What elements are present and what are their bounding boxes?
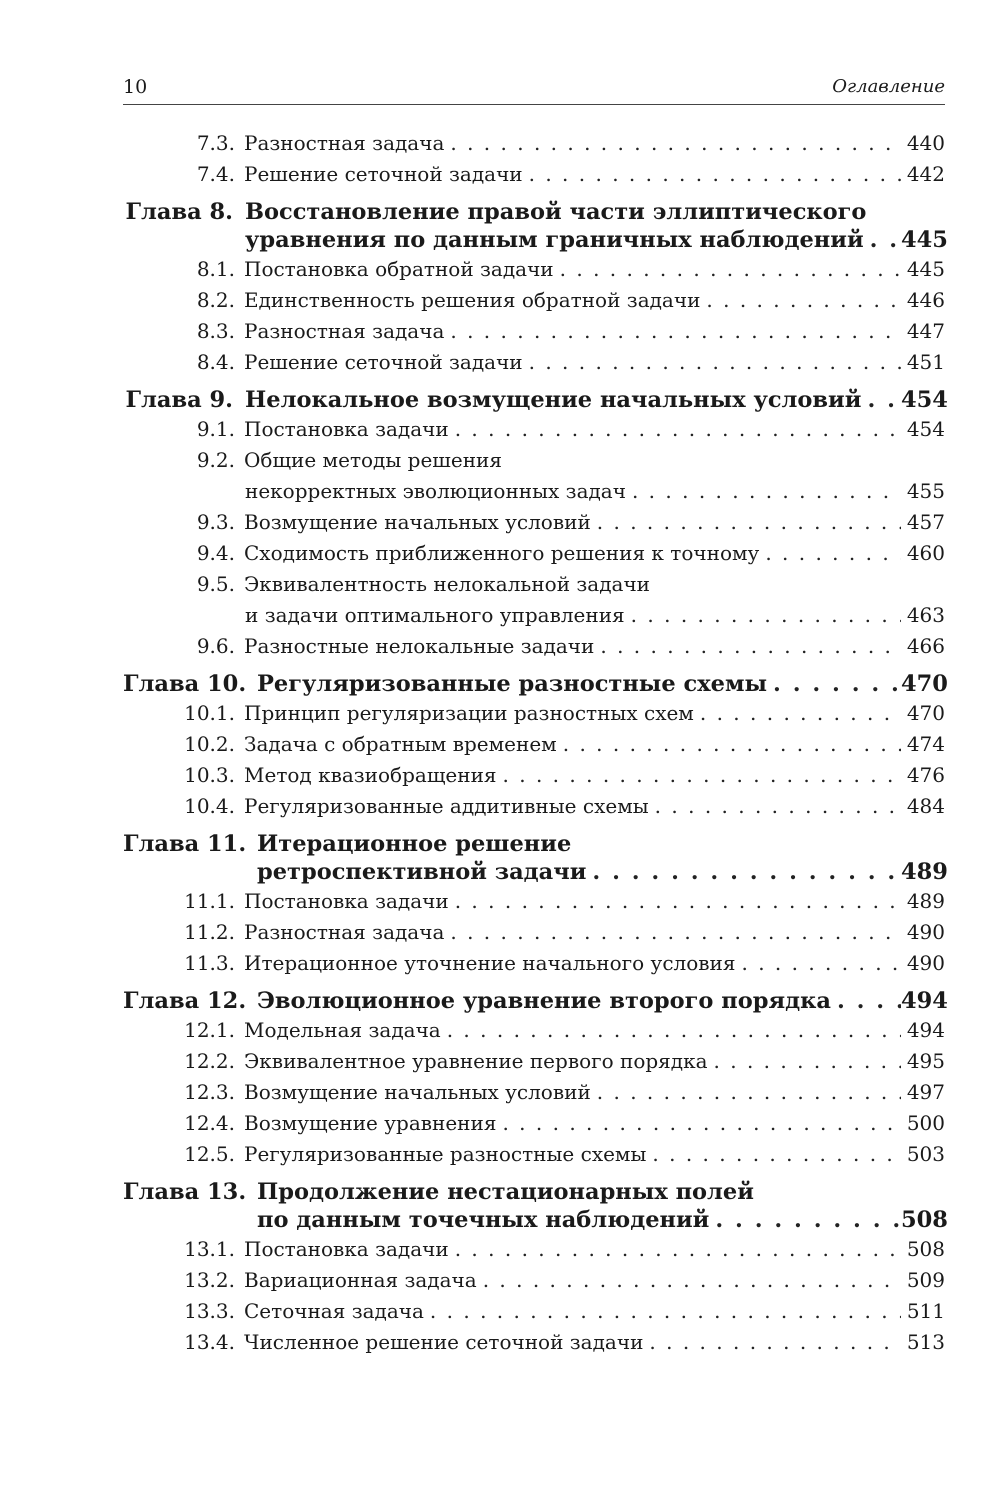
- section-number: 10.2.: [184, 732, 235, 756]
- page-ref[interactable]: 508: [901, 1207, 948, 1233]
- dot-leader: [449, 414, 901, 445]
- chapter-number: Глава 10.: [123, 671, 247, 697]
- page-ref[interactable]: 457: [906, 510, 945, 534]
- dot-leader: [424, 1296, 901, 1327]
- toc-section-entry[interactable]: [123, 631, 945, 662]
- section-title: Разностная задача: [244, 131, 445, 155]
- section-title: Единственность решения обратной задачи: [244, 288, 701, 312]
- toc-section-entry[interactable]: [123, 698, 945, 729]
- section-number: 8.4.: [196, 350, 235, 374]
- dot-leader: [700, 285, 901, 316]
- section-title: Разностная задача: [244, 920, 445, 944]
- toc-entry-line: [123, 760, 945, 791]
- toc-entry-line: [123, 729, 945, 760]
- section-number: 12.1.: [184, 1018, 235, 1042]
- chapter-title-line1: Восстановление правой части эллиптического: [245, 199, 867, 225]
- toc-entry-line: [123, 1046, 945, 1077]
- section-number: 13.1.: [184, 1237, 235, 1261]
- page-ref[interactable]: 484: [906, 794, 945, 818]
- section-number: 8.2.: [196, 288, 235, 312]
- page-ref[interactable]: 489: [906, 889, 945, 913]
- section-title: Задача с обратным временем: [244, 732, 557, 756]
- toc-chapter-entry[interactable]: [123, 830, 948, 886]
- section-number: 11.3.: [184, 951, 235, 975]
- toc-section-entry[interactable]: [123, 886, 945, 917]
- chapter-title-line1: Итерационное решение: [257, 831, 572, 857]
- section-number: 12.2.: [184, 1049, 235, 1073]
- dot-leader: [625, 600, 901, 631]
- section-title: Регуляризованные аддитивные схемы: [244, 794, 649, 818]
- section-number: 12.3.: [184, 1080, 235, 1104]
- section-title: и задачи оптимального управления: [245, 603, 625, 627]
- toc-section-entry[interactable]: [123, 347, 945, 378]
- section-number: 9.1.: [196, 417, 235, 441]
- page-ref[interactable]: 494: [901, 988, 948, 1014]
- toc-entry-line: [123, 254, 945, 285]
- toc-entry-line: [123, 226, 948, 254]
- toc-entry-line: [123, 476, 945, 507]
- dot-leader: [759, 538, 901, 569]
- page-ref[interactable]: 509: [906, 1268, 945, 1292]
- page-ref[interactable]: 470: [906, 701, 945, 725]
- toc-entry-line: [123, 1015, 945, 1046]
- toc-entry-line: [123, 159, 945, 190]
- toc-section-entry[interactable]: [123, 507, 945, 538]
- toc-entry-line: [123, 600, 945, 631]
- section-title: Сеточная задача: [244, 1299, 424, 1323]
- toc-entry-line: [123, 631, 945, 662]
- section-title: Численное решение сеточной задачи: [244, 1330, 644, 1354]
- dot-leader: [444, 316, 901, 347]
- section-title: Возмущение начальных условий: [244, 510, 591, 534]
- toc-section-entry[interactable]: [123, 159, 945, 190]
- section-number: 9.3.: [196, 510, 235, 534]
- section-number: 10.3.: [184, 763, 235, 787]
- dot-leader: [477, 1265, 901, 1296]
- page-ref[interactable]: 490: [906, 951, 945, 975]
- dot-leader: [591, 1077, 901, 1108]
- section-title: Итерационное уточнение начального условия: [244, 951, 736, 975]
- chapter-number: Глава 8.: [125, 199, 233, 225]
- toc-entry-line: [123, 858, 948, 886]
- toc-entry-line: [123, 569, 945, 600]
- section-number: 13.4.: [184, 1330, 235, 1354]
- section-number: 11.1.: [184, 889, 235, 913]
- toc-section-entry[interactable]: [123, 1046, 945, 1077]
- toc-section-entry[interactable]: [123, 1108, 945, 1139]
- chapter-title: Регуляризованные разностные схемы: [257, 671, 768, 697]
- toc-entry-line: [123, 698, 945, 729]
- page-ref[interactable]: 474: [906, 732, 945, 756]
- toc-section-entry[interactable]: [123, 1015, 945, 1046]
- dot-leader: [861, 386, 901, 414]
- toc-section-entry[interactable]: [123, 285, 945, 316]
- chapter-number: Глава 12.: [123, 988, 247, 1014]
- toc-entry-line: [123, 386, 948, 414]
- section-title: Возмущение начальных условий: [244, 1080, 591, 1104]
- chapter-title: Эволюционное уравнение второго порядка: [257, 988, 831, 1014]
- toc-section-entry[interactable]: [123, 1139, 945, 1170]
- toc-section-entry[interactable]: [123, 538, 945, 569]
- toc-section-entry[interactable]: [123, 1327, 945, 1358]
- page-ref[interactable]: 490: [906, 920, 945, 944]
- page-ref[interactable]: 445: [906, 257, 945, 281]
- section-number: 9.4.: [196, 541, 235, 565]
- section-number: 7.3.: [196, 131, 235, 155]
- section-title: Метод квазиобращения: [244, 763, 497, 787]
- toc-entry-line: [123, 1077, 945, 1108]
- toc-entry-line: [123, 414, 945, 445]
- dot-leader: [735, 948, 901, 979]
- toc-entry-line: [123, 1296, 945, 1327]
- dot-leader: [626, 476, 901, 507]
- toc-section-entry[interactable]: [123, 445, 945, 507]
- section-title: Разностные нелокальные задачи: [244, 634, 595, 658]
- dot-leader: [864, 226, 901, 254]
- toc-chapter-entry[interactable]: [123, 987, 948, 1015]
- page-ref[interactable]: 466: [906, 634, 945, 658]
- toc-entry-line: [123, 670, 948, 698]
- chapter-title: Нелокальное возмущение начальных условий: [245, 387, 862, 413]
- section-title: Вариационная задача: [244, 1268, 477, 1292]
- toc-section-entry[interactable]: [123, 316, 945, 347]
- toc-entry-line: [123, 1108, 945, 1139]
- toc-entry-line: [123, 347, 945, 378]
- toc-section-entry[interactable]: [123, 128, 945, 159]
- section-title: Эквивалентное уравнение первого порядка: [244, 1049, 708, 1073]
- dot-leader: [649, 791, 901, 822]
- section-title: Принцип регуляризации разностных схем: [244, 701, 694, 725]
- toc-section-entry[interactable]: [123, 254, 945, 285]
- page-ref[interactable]: 447: [906, 319, 945, 343]
- chapter-title-line2: ретроспективной задачи: [257, 859, 587, 885]
- toc-entry-line: [123, 198, 945, 226]
- page-ref[interactable]: 508: [906, 1237, 945, 1261]
- page-header: [123, 72, 945, 105]
- section-number: 9.6.: [196, 634, 235, 658]
- page-ref[interactable]: 500: [906, 1111, 945, 1135]
- page-ref[interactable]: 489: [901, 859, 948, 885]
- toc-entry-line: [123, 987, 948, 1015]
- section-number: 13.3.: [184, 1299, 235, 1323]
- dot-leader: [449, 886, 901, 917]
- table-of-contents: [123, 128, 948, 1358]
- chapter-title-line1: Продолжение нестационарных полей: [257, 1179, 754, 1205]
- page-ref[interactable]: 494: [906, 1018, 945, 1042]
- chapter-number: Глава 11.: [123, 831, 247, 857]
- page-ref[interactable]: 497: [906, 1080, 945, 1104]
- toc-section-entry[interactable]: [123, 414, 945, 445]
- section-title: Постановка задачи: [244, 1237, 449, 1261]
- dot-leader: [591, 507, 901, 538]
- toc-chapter-entry[interactable]: [123, 670, 948, 698]
- section-number: 13.2.: [184, 1268, 235, 1292]
- toc-chapter-entry[interactable]: [123, 1178, 948, 1234]
- toc-entry-line: [123, 791, 945, 822]
- dot-leader: [767, 670, 901, 698]
- toc-entry-line: [123, 445, 945, 476]
- dot-leader: [594, 631, 901, 662]
- toc-entry-line: [123, 1178, 945, 1206]
- dot-leader: [646, 1139, 901, 1170]
- section-title: Регуляризованные разностные схемы: [244, 1142, 647, 1166]
- chapter-number: Глава 9.: [125, 387, 233, 413]
- toc-section-entry[interactable]: [123, 1265, 945, 1296]
- section-number: 12.4.: [184, 1111, 235, 1135]
- dot-leader: [444, 128, 901, 159]
- section-title: Постановка задачи: [244, 417, 449, 441]
- toc-entry-line: [123, 1327, 945, 1358]
- toc-entry-line: [123, 1206, 948, 1234]
- dot-leader: [441, 1015, 901, 1046]
- section-number: 9.5.: [196, 572, 235, 596]
- page-ref[interactable]: 442: [906, 162, 945, 186]
- toc-entry-line: [123, 886, 945, 917]
- page-ref[interactable]: 460: [906, 541, 945, 565]
- section-title: Сходимость приближенного решения к точному: [244, 541, 760, 565]
- section-number: 11.2.: [184, 920, 235, 944]
- toc-entry-line: [123, 316, 945, 347]
- section-number: 12.5.: [184, 1142, 235, 1166]
- dot-leader: [523, 347, 901, 378]
- section-title: Решение сеточной задачи: [244, 162, 523, 186]
- toc-section-entry[interactable]: [123, 791, 945, 822]
- page-ref[interactable]: 463: [906, 603, 945, 627]
- toc-entry-line: [123, 128, 945, 159]
- dot-leader: [831, 987, 901, 1015]
- running-title: Оглавление: [832, 76, 945, 97]
- section-title-line1: Общие методы решения: [244, 448, 502, 472]
- section-number: 7.4.: [196, 162, 235, 186]
- section-title: Возмущение уравнения: [244, 1111, 497, 1135]
- dot-leader: [708, 1046, 901, 1077]
- dot-leader: [444, 917, 901, 948]
- toc-section-entry[interactable]: [123, 1296, 945, 1327]
- section-title: Постановка задачи: [244, 889, 449, 913]
- dot-leader: [557, 729, 901, 760]
- page-ref[interactable]: 470: [901, 671, 948, 697]
- chapter-title-line2: по данным точечных наблюдений: [257, 1207, 710, 1233]
- toc-entry-line: [123, 1265, 945, 1296]
- page-ref[interactable]: 503: [906, 1142, 945, 1166]
- page-ref[interactable]: 440: [906, 131, 945, 155]
- section-number: 9.2.: [196, 448, 235, 472]
- toc-section-entry[interactable]: [123, 760, 945, 791]
- toc-section-entry[interactable]: [123, 917, 945, 948]
- toc-entry-line: [123, 285, 945, 316]
- dot-leader: [643, 1327, 901, 1358]
- dot-leader: [497, 760, 901, 791]
- page-ref[interactable]: 476: [906, 763, 945, 787]
- section-title: Разностная задача: [244, 319, 445, 343]
- section-number: 10.4.: [184, 794, 235, 818]
- chapter-number: Глава 13.: [123, 1179, 247, 1205]
- toc-entry-line: [123, 507, 945, 538]
- page-ref[interactable]: 511: [906, 1299, 945, 1323]
- section-title: Постановка обратной задачи: [244, 257, 554, 281]
- dot-leader: [709, 1206, 901, 1234]
- toc-entry-line: [123, 948, 945, 979]
- dot-leader: [586, 858, 901, 886]
- page-ref[interactable]: 451: [906, 350, 945, 374]
- section-title: Решение сеточной задачи: [244, 350, 523, 374]
- toc-entry-line: [123, 538, 945, 569]
- section-title: некорректных эволюционных задач: [245, 479, 626, 503]
- dot-leader: [523, 159, 901, 190]
- page-number: 10: [123, 76, 148, 98]
- page-ref[interactable]: 446: [906, 288, 945, 312]
- toc-section-entry[interactable]: [123, 948, 945, 979]
- page-ref[interactable]: 513: [906, 1330, 945, 1354]
- page-ref[interactable]: 454: [901, 387, 948, 413]
- dot-leader: [694, 698, 901, 729]
- dot-leader: [449, 1234, 901, 1265]
- dot-leader: [496, 1108, 901, 1139]
- section-title: Модельная задача: [244, 1018, 441, 1042]
- section-number: 10.1.: [184, 701, 235, 725]
- page-ref[interactable]: 445: [901, 227, 948, 253]
- section-title-line1: Эквивалентность нелокальной задачи: [244, 572, 651, 596]
- toc-entry-line: [123, 830, 945, 858]
- toc-section-entry[interactable]: [123, 1077, 945, 1108]
- toc-entry-line: [123, 917, 945, 948]
- page-ref[interactable]: 455: [906, 479, 945, 503]
- toc-chapter-entry[interactable]: [123, 198, 948, 254]
- toc-entry-line: [123, 1139, 945, 1170]
- toc-chapter-entry[interactable]: [123, 386, 948, 414]
- dot-leader: [554, 254, 901, 285]
- toc-section-entry[interactable]: [123, 1234, 945, 1265]
- section-number: 8.3.: [196, 319, 235, 343]
- toc-section-entry[interactable]: [123, 729, 945, 760]
- toc-entry-line: [123, 1234, 945, 1265]
- chapter-title-line2: уравнения по данным граничных наблюдений: [245, 227, 864, 253]
- section-number: 8.1.: [196, 257, 235, 281]
- page-ref[interactable]: 495: [906, 1049, 945, 1073]
- toc-section-entry[interactable]: [123, 569, 945, 631]
- page-ref[interactable]: 454: [906, 417, 945, 441]
